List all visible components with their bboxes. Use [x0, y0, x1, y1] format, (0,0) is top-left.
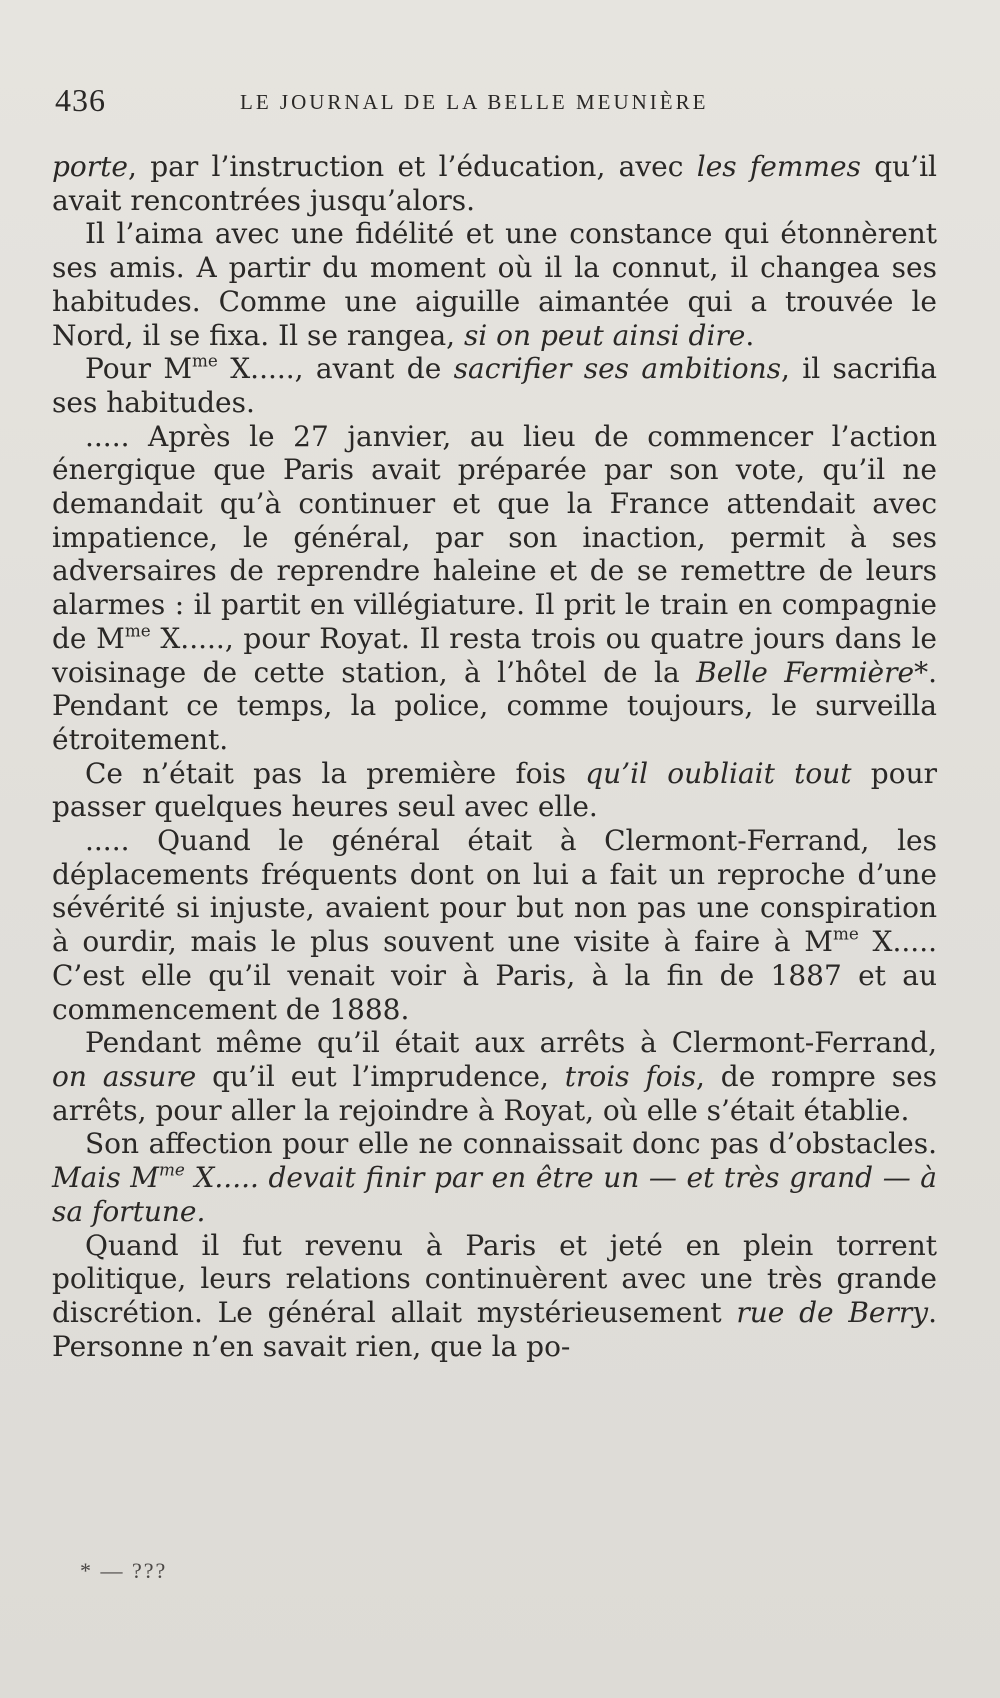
- text-run: pour passer quelques heures seul avec elle.: [52, 756, 937, 824]
- italic-run: si on peut ainsi dire: [463, 318, 746, 352]
- italic-run: les femmes: [696, 150, 861, 183]
- running-title: LE JOURNAL DE LA BELLE MEUNIÈRE: [240, 90, 709, 114]
- text-run: , par l’instruction et l’éducation, avec: [128, 150, 697, 183]
- superscript: me: [192, 350, 218, 371]
- body-text: [52, 150, 937, 1363]
- text-run: *. Pendant ce temps, la police, comme toujours, le surveilla étroitement.: [52, 655, 937, 756]
- text-run: X....., pour Royat. Il resta trois ou quatre jours dans le voisinage de cette station, à l’hôtel de la: [52, 621, 937, 689]
- text-run: , il sacrifia ses habitudes.: [52, 352, 937, 419]
- italic-run: X..... devait finir par en être un — et très grand — à sa fortune.: [52, 1161, 938, 1228]
- italic-run: qu’il oubliait tout: [585, 756, 852, 790]
- page-header: [55, 82, 940, 122]
- text-run: .: [745, 318, 755, 352]
- text-run: qu’il eut l’imprudence,: [196, 1059, 565, 1093]
- superscript: me: [124, 620, 151, 641]
- text-run: Il l’aima avec une fidélité et une constance qui étonnèrent ses amis. A partir du moment où il la connut, il changea ses habitudes. Comme une aiguille aimantée qui a trouvée le Nord, il se fixa. Il se rangea,: [52, 217, 937, 352]
- text-run: Ce n’était pas la première fois: [85, 756, 586, 790]
- paragraph: [52, 150, 937, 217]
- superscript: me: [832, 923, 859, 944]
- paragraph: [52, 824, 937, 1026]
- italic-run: sacrifier ses ambitions: [453, 352, 781, 386]
- paragraph: [52, 1229, 937, 1364]
- text-run: Pendant même qu’il était aux arrêts à Clermont-Ferrand,: [85, 1026, 937, 1060]
- paragraph: [52, 217, 937, 352]
- italic-run: Belle Fermière: [696, 655, 915, 689]
- footnote: * — ???: [80, 1558, 168, 1583]
- superscript: me: [158, 1159, 185, 1180]
- text-run: X..... C’est elle qu’il venait voir à Paris, à la fin de 1887 et au commencement de 1888.: [52, 925, 937, 1026]
- text-run: , de rompre ses arrêts, pour aller la rejoindre à Royat, où elle s’était établie.: [52, 1059, 938, 1127]
- text-run: Son affection pour elle ne connaissait donc pas d’obstacles.: [85, 1127, 937, 1161]
- text-run: Quand il fut revenu à Paris et jeté en plein torrent politique, leurs relations continuèrent avec une très grande discrétion. Le général allait mystérieusement: [52, 1228, 937, 1329]
- paragraph: [52, 1026, 937, 1127]
- text-run: qu’il avait rencontrées jusqu’alors.: [52, 150, 937, 217]
- italic-run: on assure: [52, 1059, 197, 1093]
- text-run: ..... Quand le général était à Clermont-Ferrand, les déplacements fréquents dont on lui a fait un reproche d’une sévérité si injuste, avaient pour but non pas une conspiration à ourdir, mais le plus souvent une visite à faire à M: [52, 824, 937, 959]
- paragraph: [52, 420, 937, 757]
- text-run: Pour M: [85, 352, 193, 386]
- text-run: X....., avant de: [217, 352, 454, 386]
- italic-run: rue de Berry: [736, 1295, 929, 1329]
- paragraph: [52, 352, 937, 419]
- page-number: 436: [55, 82, 106, 118]
- italic-run: porte: [52, 150, 128, 183]
- text-run: . Personne n’en savait rien, que la po-: [52, 1295, 937, 1363]
- italic-run: Mais M: [52, 1161, 159, 1195]
- paragraph: [52, 1127, 937, 1228]
- italic-run: trois fois: [564, 1059, 696, 1093]
- paragraph: [52, 757, 937, 824]
- text-run: ..... Après le 27 janvier, au lieu de commencer l’action énergique que Paris avait préparée par son vote, qu’il ne demandait qu’à continuer et que la France attendait avec impatience, le général, par son inaction, permit à ses adversaires de reprendre haleine et de se remettre de leurs alarmes : il partit en villégiature. Il prit le train en compagnie de M: [52, 419, 937, 655]
